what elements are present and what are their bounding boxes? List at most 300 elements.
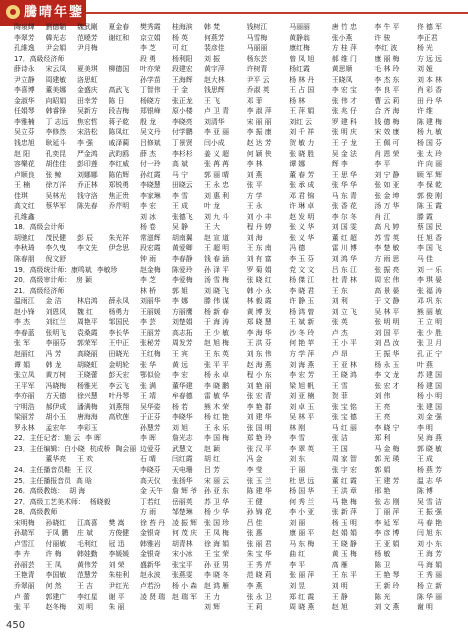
name-row: [14, 22, 460, 33]
left-column: [14, 106, 140, 117]
person-name: 王 海 芳: [416, 550, 443, 559]
person-name: 伊念思: [108, 244, 130, 253]
person-name: 马丽丽: [246, 44, 268, 53]
person-name: 刘 本 林: [416, 75, 443, 84]
middle-column: [140, 106, 204, 117]
person-name: 尹立静: [14, 75, 35, 84]
person-name: [332, 613, 375, 622]
person-name: 李 雪: [172, 191, 188, 200]
person-name: 雷 敏 华: [204, 392, 230, 401]
person-name: 王平军: [14, 381, 35, 390]
person-name: 杨 国 芬: [416, 139, 443, 148]
person-name: 杨 建 国: [416, 381, 443, 390]
right-column: [204, 127, 460, 138]
person-name: 高 斌: [172, 160, 188, 169]
person-name: 卢雪江: [14, 539, 35, 548]
middle-column: [140, 33, 204, 44]
person-name: 郭 俊 刚: [416, 191, 443, 200]
middle-column: [140, 560, 204, 571]
person-name: 张 义 华: [289, 223, 315, 232]
left-column: [14, 201, 140, 212]
person-name: 高天仪: [140, 476, 161, 485]
person-name: 杨 光: [416, 44, 433, 53]
person-name: 宋明梅: [14, 518, 35, 527]
person-name: 杨 永 玉: [374, 360, 400, 369]
right-column: [204, 602, 460, 613]
person-name: 高武飞: [108, 86, 130, 95]
middle-column: [140, 381, 204, 392]
person-name: 李 平: [289, 560, 306, 569]
left-column: [14, 539, 140, 550]
person-name: 王 艳 琴: [374, 571, 400, 580]
person-name: 凌 贤 瑞: [140, 592, 166, 601]
person-name: 张 宝 铭: [331, 402, 357, 411]
person-name: 魏武剛: [77, 23, 98, 31]
person-name: 乔芹明: [108, 202, 130, 211]
person-name: 谭 娜: [289, 160, 306, 169]
person-name: 王 晓 鸿: [331, 371, 357, 380]
person-name: 王 靖: [140, 392, 156, 401]
person-name: 程 小 东: [246, 371, 272, 380]
person-name: 许 维: [416, 107, 433, 116]
person-name: 王 永 忠: [204, 181, 230, 190]
person-name: 陶泉輝: [14, 23, 35, 31]
person-name: 王 欢: [77, 455, 93, 464]
person-name: 张燕雯: [172, 571, 193, 580]
person-name: 丁 志远: [45, 117, 69, 126]
person-name: 张 少 胜: [416, 328, 443, 337]
person-name: 曾 凤 旭: [289, 54, 315, 63]
left-column: [14, 349, 140, 360]
person-name: 刘 艳 丽: [246, 381, 272, 390]
middle-column: [140, 43, 204, 54]
person-name: 张 承 成: [289, 181, 315, 190]
left-column: [14, 444, 140, 455]
person-name: 钟 雨: [140, 255, 156, 264]
person-name: 陈春朋: [14, 255, 35, 264]
person-name: 王 少 敏: [204, 328, 230, 337]
person-name: 杨 国 华: [289, 487, 315, 496]
person-name: 陈 日: [108, 96, 125, 105]
person-name: 尹平 云: [246, 75, 270, 84]
person-name: 王 萍 娟: [289, 107, 315, 116]
person-name: 王 亚 娟: [374, 539, 400, 548]
person-name: 原小楼: [172, 107, 193, 116]
right-column: [204, 170, 460, 181]
name-row: [14, 201, 460, 212]
person-name: 高欣莲: [108, 413, 130, 422]
person-name: 李喜博: [14, 86, 35, 95]
middle-column: [140, 370, 204, 381]
person-name: 徐 海 娟: [204, 539, 230, 548]
person-name: 尹红光: [108, 581, 130, 590]
person-name: 胡小玉: [45, 413, 67, 422]
person-name: 刘 燕: [246, 170, 263, 179]
left-column: [14, 360, 140, 371]
person-name: 姜 义 超: [204, 149, 230, 158]
person-name: 张 玉 兰: [246, 476, 272, 485]
person-name: 李 保 乾: [416, 181, 443, 190]
person-name: 潘满梅: [77, 402, 98, 411]
person-name: 杨利阳: [172, 54, 193, 63]
right-column: [204, 518, 460, 529]
person-name: 范曉芳: [77, 33, 98, 42]
person-name: 马雪梅: [246, 33, 268, 42]
person-name: 范慧芳: [77, 571, 98, 580]
person-name: 王 力: [204, 592, 220, 601]
person-name: 王 子 龙: [331, 139, 357, 148]
right-column: [204, 317, 460, 328]
person-name: 薛永凤: [108, 297, 130, 306]
person-name: 宋 丽 云: [204, 476, 230, 485]
person-name: 向昭娟: [45, 96, 67, 105]
person-name: 康红梅: [289, 44, 310, 53]
person-name: 张 宏 才: [374, 381, 400, 390]
person-name: 杨 卷: [140, 223, 156, 232]
person-name: 杨东芸: [246, 54, 268, 63]
person-name: 樊 嵩: [108, 518, 125, 527]
person-name: 徐 苔 丹: [140, 518, 166, 527]
name-row: [14, 170, 460, 181]
person-name: 张 国 珍: [204, 518, 230, 527]
person-name: 陈爱玲: [172, 265, 193, 274]
right-column: [204, 307, 460, 318]
person-name: 刘 海 燕: [289, 360, 315, 369]
person-name: 李 淑 萍: [246, 107, 272, 116]
person-name: 黄 玉 梅: [331, 550, 357, 559]
person-name: 严金鸿: [77, 149, 98, 158]
person-name: 何 颖 侠: [246, 149, 272, 158]
person-name: 邓 菲: [246, 96, 263, 105]
person-name: 杨 燕 芳: [416, 465, 443, 474]
person-name: 刘红 云: [289, 117, 313, 126]
person-name: 温雨江: [14, 297, 35, 306]
person-name: 杨 玉 明: [331, 518, 357, 527]
person-name: 李修然: [45, 128, 67, 137]
left-column: [14, 328, 140, 339]
person-name: 杨 小 明: [416, 392, 443, 401]
person-name: 李媛媛: [108, 550, 130, 559]
person-name: 詹 辉 爷: [172, 487, 198, 496]
middle-column: [140, 391, 204, 402]
person-name: 董 春 芳: [289, 170, 315, 179]
left-column: [14, 159, 140, 170]
person-name: 蔡 国 民: [416, 223, 443, 232]
person-name: 乔淑 英: [246, 86, 270, 95]
person-name: 郝伊成: [45, 402, 67, 411]
name-row: [14, 296, 460, 307]
person-name: 刘 荣: [108, 560, 125, 569]
person-name: 刘清华: [204, 117, 225, 126]
person-name: 马 海 娟: [416, 560, 443, 569]
person-name: 金银奇: [140, 529, 161, 538]
middle-column: [140, 96, 204, 107]
person-name: 李杉杉: [172, 149, 193, 158]
person-name: 朱光祥: [108, 233, 130, 242]
person-name: 何 秀 兰: [289, 497, 315, 506]
person-name: [172, 602, 204, 613]
person-name: 段 勇: [140, 54, 156, 63]
person-name: [109, 212, 141, 223]
person-name: 房 颖: [76, 276, 92, 285]
person-name: 韩 龙: [45, 360, 62, 369]
name-row: [14, 75, 460, 86]
middle-column: [140, 191, 204, 202]
person-name: 王 振 华: [374, 349, 400, 358]
person-name: 孔 正 宁: [416, 349, 443, 358]
person-name: 马丽丽: [289, 23, 310, 31]
person-name: 李 芝: [140, 276, 156, 285]
left-column: [14, 33, 140, 44]
name-row: [14, 360, 460, 371]
middle-column: [140, 75, 204, 86]
person-name: 李 晖: [140, 434, 156, 443]
right-column: [204, 486, 460, 497]
person-name: 林 刚: [289, 423, 306, 432]
person-name: 李 文 龙: [374, 371, 400, 380]
middle-column: [140, 613, 204, 622]
person-name: 吴 林 平: [374, 307, 400, 316]
person-name: 郭 晓 敏: [416, 444, 443, 453]
person-name: 李红星: [77, 592, 98, 601]
person-name: 田晓光: [108, 349, 130, 358]
person-name: 张 惠: [246, 529, 263, 538]
person-name: 胡 海: [69, 487, 86, 496]
person-name: 李 小 亚: [289, 508, 315, 517]
person-name: 刘 宁 静: [374, 170, 400, 179]
person-name: 张 永 卫: [246, 592, 272, 601]
person-name: 张 鲸: [45, 170, 62, 179]
person-name: 刘丽华: [140, 297, 161, 306]
person-name: 张 英: [331, 318, 348, 327]
person-name: 江高喜: [77, 518, 98, 527]
person-name: 高 雁: [331, 560, 348, 569]
person-name: 夏美琪: [77, 65, 98, 74]
name-row: [14, 528, 460, 539]
person-name: 张正龙: [172, 96, 193, 105]
person-name: 宋浩松: [77, 128, 98, 137]
person-name: [109, 75, 141, 86]
middle-column: [140, 539, 204, 550]
person-name: 李 晖: [85, 434, 102, 443]
left-column: [14, 75, 140, 86]
person-name: 何 茂 庆: [172, 529, 198, 538]
person-name: 尹会娟: [45, 44, 67, 53]
person-name: 鄂似俭: [140, 371, 161, 380]
person-name: 乔翠丽: [14, 581, 35, 590]
right-column: [204, 149, 460, 160]
person-name: 罗 建 科: [331, 117, 357, 126]
person-name: 马 东 青: [331, 191, 357, 200]
person-name: 王 思 华: [331, 170, 357, 179]
right-column: [204, 507, 460, 518]
person-name: 韩 小 永: [246, 286, 272, 295]
name-row: [14, 328, 460, 339]
person-name: 容樂花: [14, 160, 35, 169]
person-name: 康 丽 梅: [374, 54, 400, 63]
right-column: [204, 402, 460, 413]
person-name: 孔奕昆: [45, 149, 67, 158]
left-column: [14, 265, 140, 276]
person-name: 刘 丽: [289, 518, 306, 527]
person-name: 吴华姿: [140, 402, 161, 411]
person-name: 李雅楠: [14, 117, 35, 126]
person-name: [140, 602, 172, 613]
person-name: 刘 晓 飞: [204, 286, 230, 295]
person-name: [109, 454, 141, 465]
person-name: 王红梅: [140, 349, 161, 358]
person-name: 王 洪 章: [331, 487, 357, 496]
person-name: 郭 光 瑛: [374, 455, 400, 464]
person-name: 金银奇: [140, 550, 161, 559]
person-name: 刘 国 平: [374, 328, 400, 337]
person-name: 刘 东 伟: [246, 349, 272, 358]
person-name: 杨 红 艳: [204, 413, 230, 422]
person-name: 王 超 明: [204, 244, 230, 253]
person-name: 任 旭 香: [416, 233, 443, 242]
person-name: 劉德韜: [45, 23, 67, 31]
person-name: 孙学苗: [140, 75, 161, 84]
name-row: [14, 307, 460, 318]
person-name: 赵 娟 娟: [331, 529, 357, 538]
person-name: 王 雪: [331, 381, 348, 390]
person-name: 李家琳: [140, 191, 161, 200]
person-name: 冯 德: [289, 244, 306, 253]
person-name: 林 桥: [140, 286, 156, 295]
person-name: 李 杰 东: [374, 75, 400, 84]
person-name: 刘 立 飞: [331, 307, 357, 316]
name-row: [14, 33, 460, 44]
person-name: 杨 若: [172, 402, 188, 411]
person-name: 张秘芳: [140, 339, 161, 348]
person-name: [77, 212, 109, 223]
middle-column: [140, 518, 204, 529]
person-name: 李翠芳: [14, 33, 35, 42]
person-name: 李敏珍: [96, 265, 118, 274]
person-name: 马 艳 梅: [331, 497, 357, 506]
person-name: 钱 德 梅: [374, 117, 400, 126]
person-name: 谭 娟: [14, 360, 30, 369]
person-name: 佳琪: [14, 191, 28, 200]
person-name: 于 海 涛: [204, 318, 230, 327]
person-name: 蔡华军: [45, 202, 67, 211]
right-column: [204, 254, 460, 265]
person-name: 高 晗: [76, 476, 92, 485]
name-row: [14, 127, 460, 138]
middle-column: [140, 402, 204, 413]
person-name: 李 延 军: [374, 518, 400, 527]
person-name: 范 晓 莉: [246, 571, 272, 580]
person-name: 谢 明: [416, 603, 433, 612]
person-name: [109, 613, 141, 622]
person-name: 高 景 晏: [374, 286, 400, 295]
name-list-body: [14, 22, 460, 622]
person-name: 李晓亮: [172, 117, 193, 126]
right-column: [204, 338, 460, 349]
person-name: 许 向 丽: [416, 160, 443, 169]
name-row: [14, 476, 460, 487]
person-name: 李 宏 宝: [331, 86, 357, 95]
left-column: [14, 275, 140, 286]
person-name: 辉 李: [331, 160, 348, 169]
yearbook-logo-icon: [6, 5, 20, 19]
person-name: 刘 旭: [172, 423, 188, 432]
person-name: 李 翠 英: [289, 444, 315, 453]
person-name: 王 健: [246, 497, 263, 506]
person-name: 周艳平: [77, 318, 98, 327]
person-name: 赵 颖: [204, 444, 220, 453]
person-name: 金盛庆: [77, 86, 98, 95]
person-name: 罗永林: [14, 423, 35, 432]
right-column: [204, 349, 460, 360]
middle-column: [140, 581, 204, 592]
right-column: [204, 117, 460, 128]
name-row: [14, 370, 460, 381]
section-heading: 23．主任编辑：白小晓: [14, 444, 85, 453]
middle-column: [140, 254, 204, 265]
person-name: [172, 613, 204, 622]
right-column: [204, 444, 460, 455]
person-name: 赵大林: [204, 75, 225, 84]
person-name: 高文红: [14, 202, 35, 211]
person-name: 梁丽芳: [14, 413, 35, 422]
name-row: [14, 85, 460, 96]
person-name: 叶丹琴: [108, 392, 130, 401]
name-row: [14, 180, 460, 191]
right-column: [204, 191, 460, 202]
name-row: [14, 243, 460, 254]
person-name: 郑锐勇: [108, 181, 130, 190]
person-name: 李 雪: [289, 434, 306, 443]
person-name: 袁桑霞: [77, 328, 98, 337]
person-name: 李春静: [172, 255, 193, 264]
person-name: 金淑华: [14, 96, 35, 105]
person-name: 曲 红: [289, 550, 306, 559]
person-name: 宋云凤: [45, 65, 67, 74]
person-name: 李 亚 丽: [204, 128, 230, 137]
person-name: 张 华: [140, 360, 156, 369]
person-name: 方 学: [246, 191, 263, 200]
person-name: 杜 青 林: [331, 276, 357, 285]
person-name: 肖 江: [374, 212, 391, 221]
person-name: 赵金梅: [140, 265, 161, 274]
left-column: [14, 338, 140, 349]
person-name: 黄静翁: [289, 33, 310, 42]
person-name: 杨 九 敏: [416, 128, 443, 137]
person-name: 许 梅: [45, 550, 62, 559]
name-row: [14, 539, 460, 550]
person-name: 李秋琦: [14, 244, 35, 253]
section-heading: 21．高级经济师: [14, 286, 65, 295]
left-column: [14, 243, 140, 254]
person-name: 许 琳 卓: [289, 202, 315, 211]
person-name: 焦正贵: [108, 191, 130, 200]
person-name: 王 东 英: [204, 349, 230, 358]
person-name: 李 海 华: [246, 328, 272, 337]
person-name: 冯晓梅: [45, 381, 67, 390]
person-name: 胡南翼: [172, 233, 193, 242]
person-name: 郭荣军: [77, 339, 98, 348]
person-name: 任娟琴: [14, 107, 35, 116]
person-name: 王 佩 可: [374, 139, 400, 148]
middle-column: [140, 570, 204, 581]
person-name: 王 亚 林: [331, 360, 357, 369]
person-name: 王 静: [331, 592, 348, 601]
person-name: 苏 雪 英: [374, 233, 400, 242]
person-name: [289, 613, 332, 622]
person-name: 李春蓝: [14, 328, 35, 337]
person-name: 滕 霞: [416, 212, 433, 221]
